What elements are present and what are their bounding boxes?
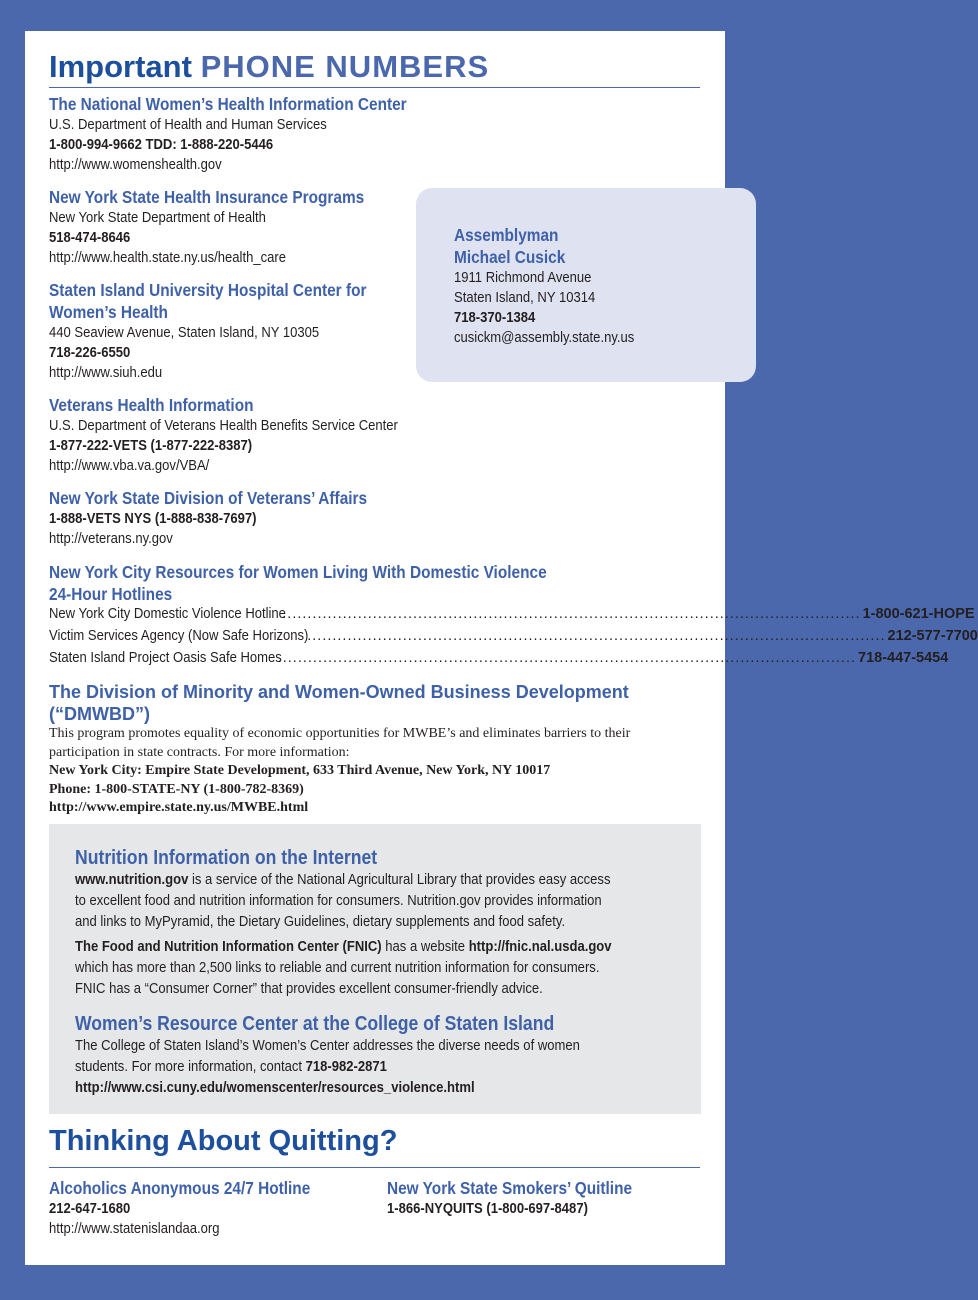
assemblyman-phone: 718-370-1384 [454,310,536,326]
hotline-number: 718-447-5454 [858,650,949,666]
nutrition-box [49,824,701,1114]
veterans-health-org: U.S. Department of Veterans Health Benefits Service Center [49,418,398,434]
nys-veterans-heading: New York State Division of Veterans’ Affairs [49,488,368,508]
aa-heading: Alcoholics Anonymous 24/7 Hotline [49,1178,311,1198]
flyer-page [25,31,978,1265]
hotline-row [49,606,975,628]
csi-heading: Women’s Resource Center at the College of Staten Island [75,1013,555,1035]
nys-veterans-entry [49,487,410,549]
nutrition-p2-line1 [75,937,624,958]
siuh-phone: 718-226-6550 [49,345,131,361]
aa-phone: 212-647-1680 [49,1201,131,1217]
aa-url[interactable]: http://www.statenislandaa.org [49,1221,220,1237]
csi-phone: 718-982-2871 [305,1059,387,1075]
dmwbd-heading-line2: (“DMWBD”) [49,704,150,724]
quitting-rule [49,1167,700,1168]
csi-line2 [75,1057,624,1078]
nutrition-p1-text: is a service of the National Agricultural Library that provides easy access [188,872,611,888]
csi-line2-text: students. For more information, contact [75,1059,306,1075]
siuh-heading-line1: Staten Island University Hospital Center for [49,280,367,300]
nyship-phone: 518-474-8646 [49,230,131,246]
nutrition-p1-line1 [75,870,624,891]
nwhic-heading: The National Women’s Health Information Center [49,94,407,114]
assemblyman-title: Assemblyman [454,225,559,245]
hotline-number: 1-800-621-HOPE [862,606,975,622]
nwhic-entry [49,93,455,175]
siuh-heading-line2: Women’s Health [49,302,168,322]
hotline-name: New York City Domestic Violence Hotline [49,606,286,622]
veterans-health-heading: Veterans Health Information [49,395,254,415]
dmwbd-body-line2: participation in state contracts. For more information: [49,744,350,760]
veterans-health-url[interactable]: http://www.vba.va.gov/VBA/ [49,458,210,474]
nutrition-gov-link[interactable]: www.nutrition.gov [75,872,189,888]
csi-line1: The College of Staten Island’s Women’s Center addresses the diverse needs of women [75,1038,580,1054]
nyship-heading: New York State Health Insurance Programs [49,187,365,207]
title-rule [49,87,700,88]
hotline-leader: ................................................................................................................... [277,650,857,666]
nyship-org: New York State Department of Health [49,210,266,226]
hotline-number: 212-577-7700 [887,628,978,644]
smokers-heading: New York State Smokers’ Quitline [387,1178,633,1198]
nutrition-p1-line2: to excellent food and nutrition information for consumers. Nutrition.gov provides information [75,893,602,909]
nutrition-p1-line3: and links to MyPyramid, the Dietary Guidelines, dietary supplements and food safety. [75,914,566,930]
dv-heading-line1: New York City Resources for Women Living With Domestic Violence [49,562,547,582]
siuh-url[interactable]: http://www.siuh.edu [49,365,163,381]
siuh-entry [49,279,410,383]
aa-entry [49,1177,346,1239]
hotline-leader: ................................................................................................................... [307,628,886,644]
dmwbd-address: New York City: Empire State Development, 633 Third Avenue, New York, NY 10017 [49,763,551,778]
dmwbd-url[interactable]: http://www.empire.state.ny.us/MWBE.html [49,800,309,815]
dmwbd-body-line1: This program promotes equality of economic opportunities for MWBE’s and eliminates barriers to their [49,726,631,741]
smokers-phone: 1-866-NYQUITS (1-800-697-8487) [387,1201,588,1217]
page-title [49,49,489,85]
hotline-name: Staten Island Project Oasis Safe Homes [49,650,282,666]
hotline-row [49,650,949,672]
fnic-mid: has a website [381,939,469,955]
hotline-name: Victim Services Agency (Now Safe Horizons) [49,628,309,644]
nyship-entry [49,186,407,268]
nwhic-phone: 1-800-994-9662 TDD: 1-888-220-5446 [49,137,274,153]
nwhic-url[interactable]: http://www.womenshealth.gov [49,157,222,173]
title-caps: PHONE NUMBERS [200,49,490,84]
nutrition-p2-line3: FNIC has a “Consumer Corner” that provides excellent consumer-friendly advice. [75,981,543,997]
dmwbd-entry [49,681,701,818]
assemblyman-address1: 1911 Richmond Avenue [454,270,592,286]
assemblyman-address2: Staten Island, NY 10314 [454,290,596,306]
hotline-row [49,628,978,650]
assemblyman-email[interactable]: cusickm@assembly.state.ny.us [454,330,635,346]
dv-entry [49,561,615,605]
csi-url[interactable]: http://www.csi.cuny.edu/womenscenter/resources_violence.html [75,1080,475,1096]
nys-veterans-url[interactable]: http://veterans.ny.gov [49,531,173,547]
quitting-title: Thinking About Quitting? [49,1125,398,1157]
fnic-link[interactable]: http://fnic.nal.usda.gov [468,939,612,955]
siuh-address: 440 Seaview Avenue, Staten Island, NY 10305 [49,325,320,341]
dmwbd-heading-line1: The Division of Minority and Women-Owned Business Development [49,682,629,702]
veterans-health-entry [49,394,437,476]
nys-veterans-phone: 1-888-VETS NYS (1-888-838-7697) [49,511,257,527]
fnic-name: The Food and Nutrition Information Center (FNIC) [75,939,382,955]
assemblyman-callout [416,188,756,382]
title-prefix: Important [49,49,192,84]
hotline-leader: ................................................................................................................... [282,606,861,622]
dmwbd-phone: Phone: 1-800-STATE-NY (1-800-782-8369) [49,781,304,797]
dv-heading-line2: 24-Hour Hotlines [49,584,173,604]
nwhic-org: U.S. Department of Health and Human Services [49,117,327,133]
nyship-url[interactable]: http://www.health.state.ny.us/health_care [49,250,286,266]
nutrition-p2-line2: which has more than 2,500 links to reliable and current nutrition information for consumers. [75,960,600,976]
veterans-health-phone: 1-877-222-VETS (1-877-222-8387) [49,438,253,454]
assemblyman-name: Michael Cusick [454,247,566,267]
smokers-entry [387,1177,665,1219]
nutrition-heading: Nutrition Information on the Internet [75,847,378,869]
